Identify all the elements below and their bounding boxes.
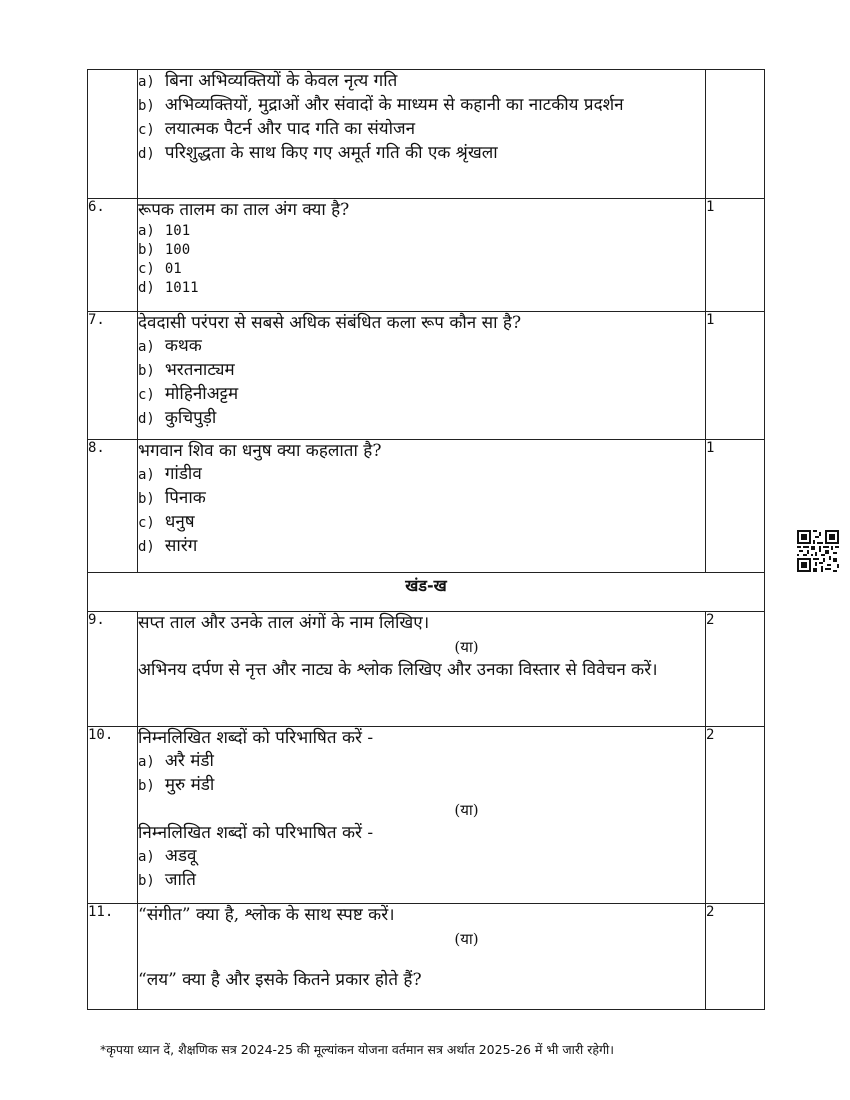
- footer-note: *कृपया ध्यान दें, शैक्षणिक सत्र 2024-25 की मूल्यांकन योजना वर्तमान सत्र अर्थात 2025-26 में भी जारी रहेगी।: [100, 1042, 614, 1057]
- question-cell: [138, 199, 706, 312]
- question-text: रूपक तालम का ताल अंग क्या है?: [138, 200, 350, 220]
- question-cell: [138, 440, 706, 573]
- question-text: भगवान शिव का धनुष क्या कहलाता है?: [138, 441, 382, 461]
- question-number: 11.: [88, 904, 138, 1010]
- qr-code-icon: [797, 530, 839, 572]
- alternative-question-text: “लय” क्या है और इसके कितने प्रकार होते हैं?: [138, 970, 422, 990]
- option-a: a) गांडीव: [138, 464, 202, 484]
- marks: 2: [706, 612, 765, 727]
- question-cell: [138, 70, 706, 199]
- question-number: 6.: [88, 199, 138, 312]
- option-a: a) 101: [138, 223, 191, 239]
- option-c: c) धनुष: [138, 512, 195, 532]
- option-b: b) मुरु मंडी: [138, 775, 215, 795]
- question-row-5-continued: [88, 70, 765, 199]
- alternative-question-text: अभिनय दर्पण से नृत्त और नाट्य के श्लोक लिखिए और उनका विस्तार से विवेचन करें।: [138, 660, 658, 680]
- question-text: सप्त ताल और उनके ताल अंगों के नाम लिखिए।: [138, 613, 430, 633]
- question-row-10: [88, 727, 765, 904]
- marks: 2: [706, 904, 765, 1010]
- question-row-7: [88, 312, 765, 440]
- or-label: (या): [454, 930, 479, 948]
- question-row-11: [88, 904, 765, 1010]
- option-c: c) लयात्मक पैटर्न और पाद गति का संयोजन: [138, 119, 416, 139]
- question-row-6: [88, 199, 765, 312]
- question-row-8: [88, 440, 765, 573]
- question-number: 9.: [88, 612, 138, 727]
- option-b: b) 100: [138, 242, 191, 258]
- option-d: d) कुचिपुड़ी: [138, 408, 217, 428]
- question-text: निम्नलिखित शब्दों को परिभाषित करें -: [138, 728, 374, 748]
- option-a: a) बिना अभिव्यक्तियों के केवल नृत्य गति: [138, 71, 398, 91]
- option-b: b) पिनाक: [138, 488, 206, 508]
- marks-cell: [706, 70, 765, 199]
- option-a: a) अरै मंडी: [138, 751, 214, 771]
- question-text: देवदासी परंपरा से सबसे अधिक संबंधित कला रूप कौन सा है?: [138, 313, 522, 333]
- question-cell: [138, 612, 706, 727]
- option-d: d) परिशुद्धता के साथ किए गए अमूर्त गति की एक श्रृंखला: [138, 143, 498, 163]
- option-d: d) सारंग: [138, 536, 198, 556]
- or-label: (या): [454, 638, 479, 656]
- question-number: 7.: [88, 312, 138, 440]
- section-header-row: [88, 573, 765, 612]
- alt-option-a: a) अडवू: [138, 846, 197, 866]
- question-number: 8.: [88, 440, 138, 573]
- question-cell: [138, 727, 706, 904]
- or-label: (या): [454, 801, 479, 819]
- marks: 1: [706, 440, 765, 573]
- question-table: [87, 69, 765, 1010]
- option-a: a) कथक: [138, 336, 202, 356]
- option-b: b) भरतनाट्यम: [138, 360, 235, 380]
- marks: 2: [706, 727, 765, 904]
- question-cell: [138, 904, 706, 1010]
- option-b: b) अभिव्यक्तियों, मुद्राओं और संवादों के माध्यम से कहानी का नाटकीय प्रदर्शन: [138, 95, 624, 115]
- question-text: “संगीत” क्या है, श्लोक के साथ स्पष्ट करें।: [138, 905, 395, 925]
- option-c: c) मोहिनीअट्टम: [138, 384, 239, 404]
- question-row-9: [88, 612, 765, 727]
- question-number-cell: [88, 70, 138, 199]
- marks: 1: [706, 312, 765, 440]
- alt-option-b: b) जाति: [138, 870, 196, 890]
- alternative-question-text: निम्नलिखित शब्दों को परिभाषित करें -: [138, 823, 374, 843]
- option-d: d) 1011: [138, 280, 199, 296]
- question-number: 10.: [88, 727, 138, 904]
- option-c: c) 01: [138, 261, 182, 277]
- marks: 1: [706, 199, 765, 312]
- section-title: खंड-ख: [88, 573, 765, 612]
- question-cell: [138, 312, 706, 440]
